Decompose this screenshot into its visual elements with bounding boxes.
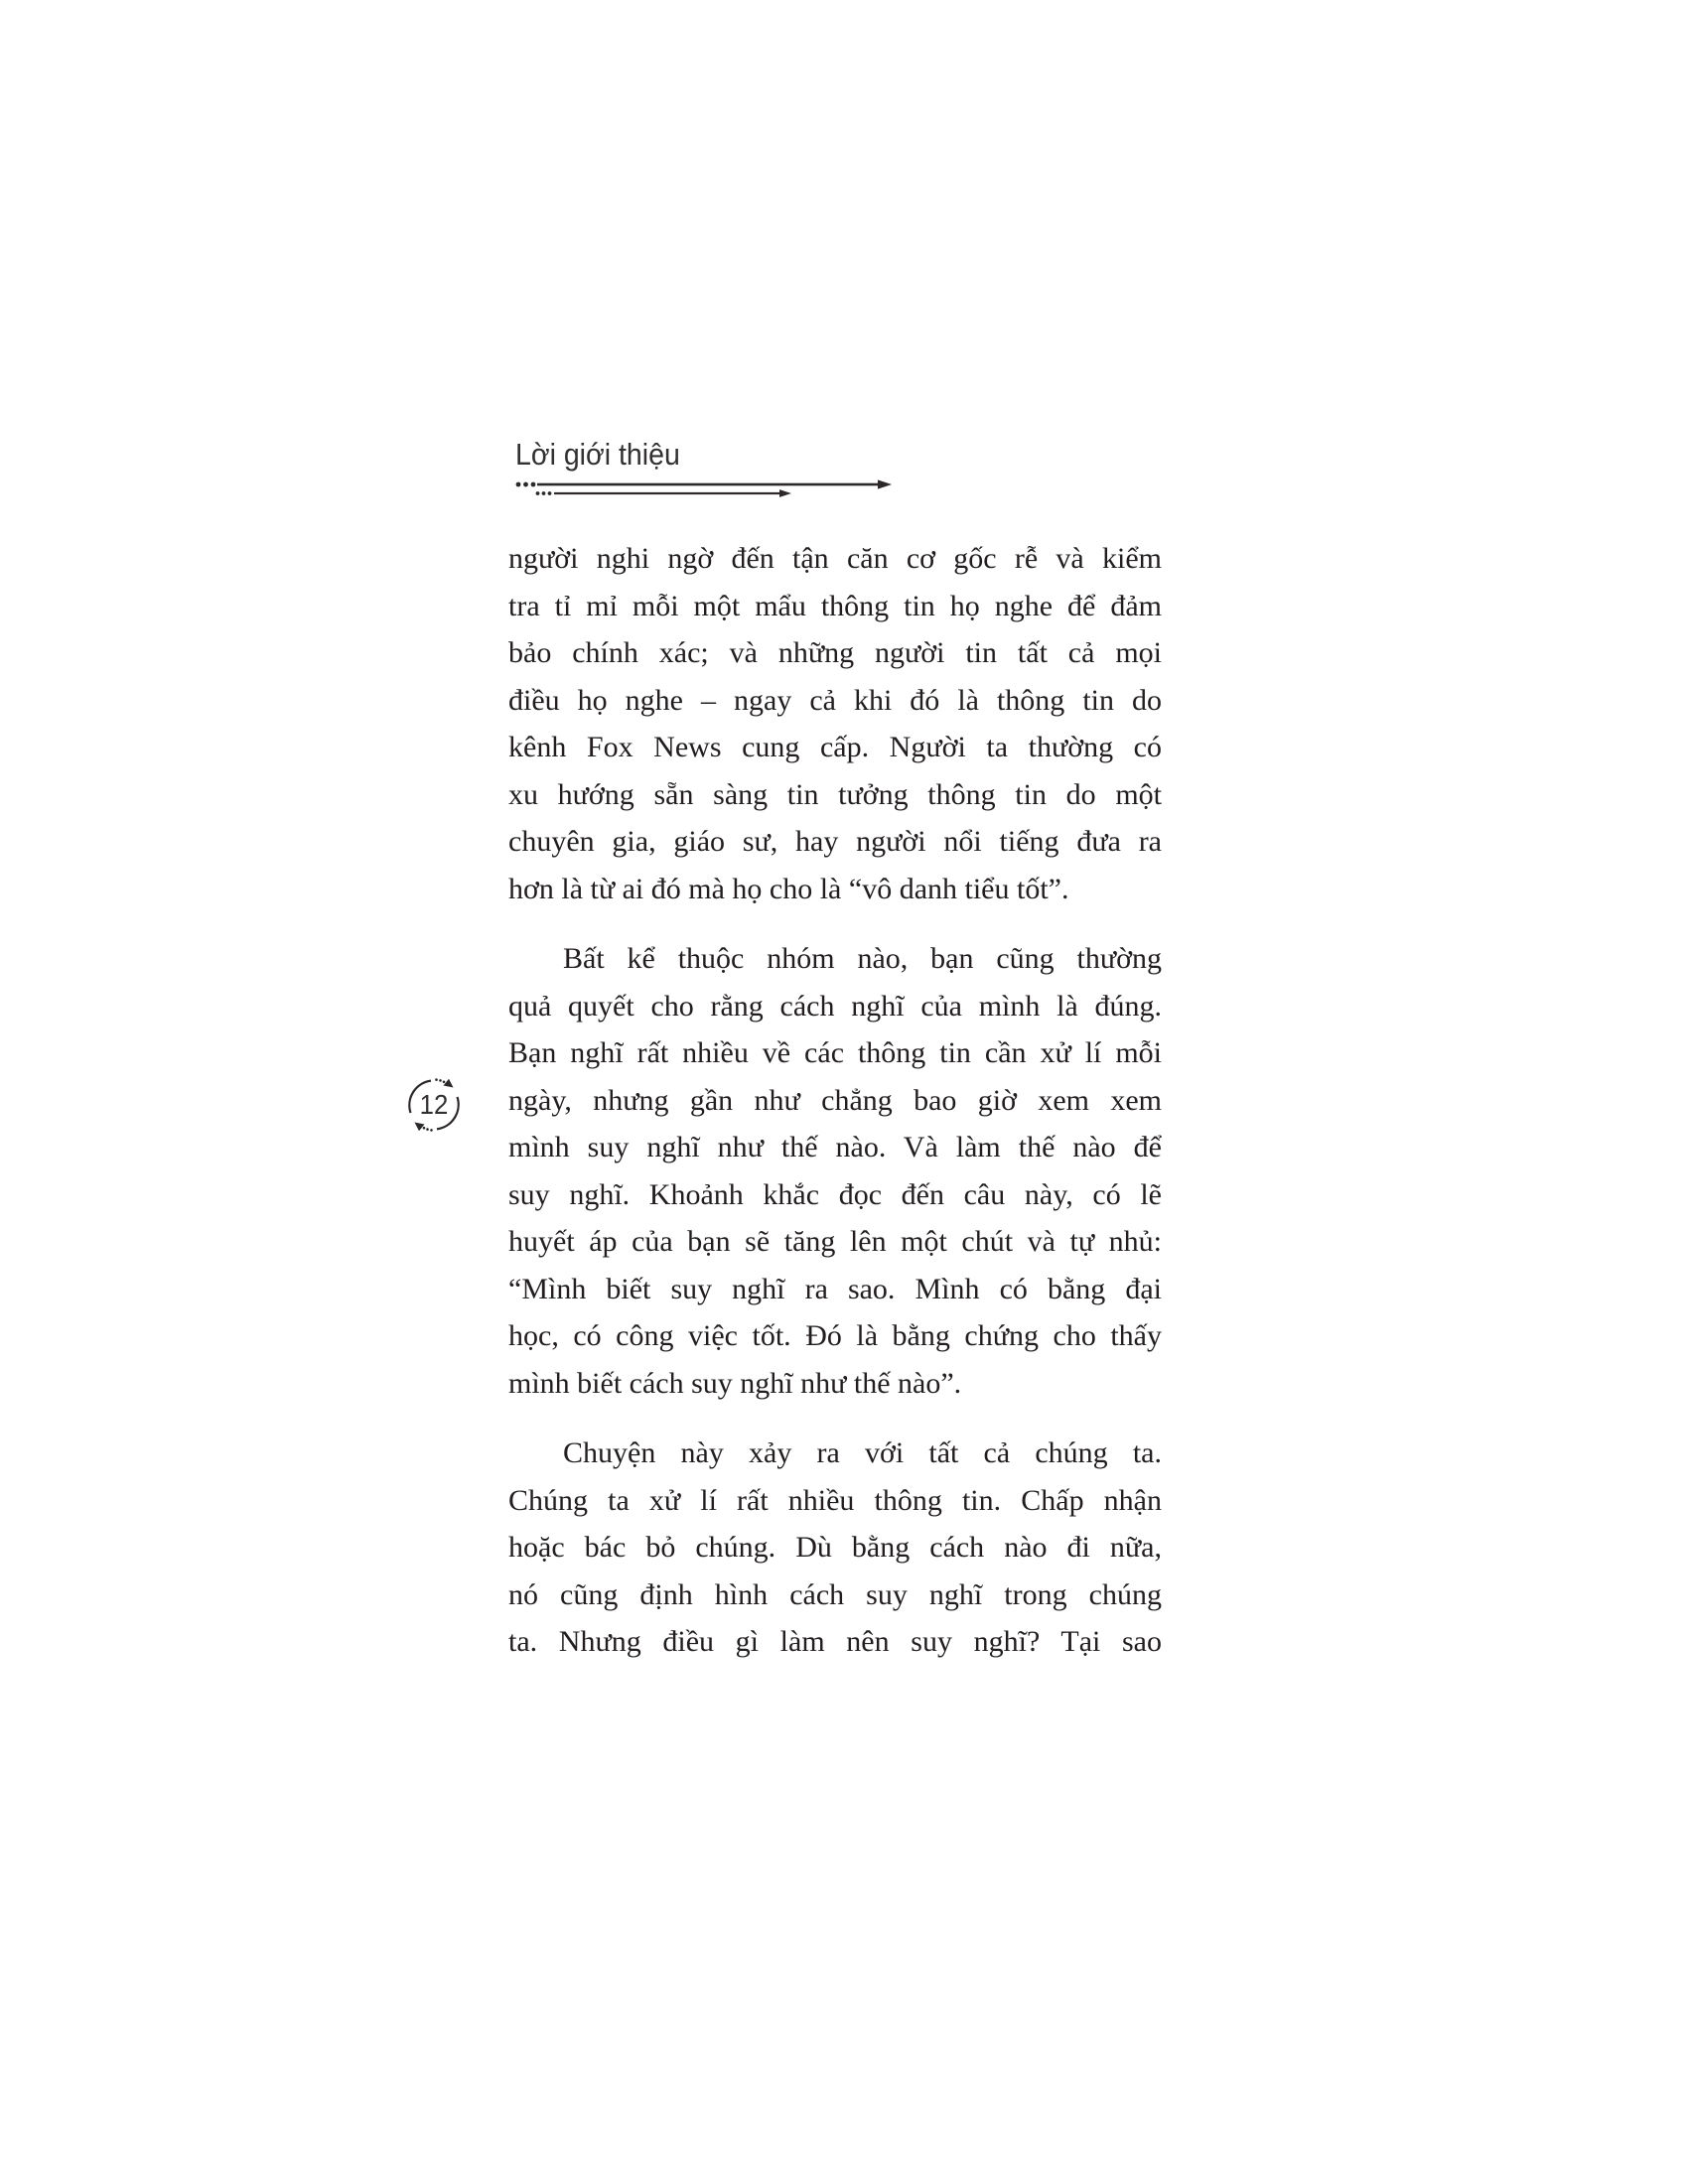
text-line: xu hướng sẵn sàng tin tưởng thông tin do một xyxy=(508,777,1162,811)
text-line: ta. Nhưng điều gì làm nên suy nghĩ? Tại sao xyxy=(508,1625,1162,1658)
text-line: điều họ nghe – ngay cả khi đó là thông tin do xyxy=(508,683,1162,717)
text-line: người nghi ngờ đến tận căn cơ gốc rễ và kiểm xyxy=(508,542,1162,575)
text-line: Bất kể thuộc nhóm nào, bạn cũng thường xyxy=(563,942,1162,975)
text-line: chuyên gia, giáo sư, hay người nổi tiếng đưa ra xyxy=(508,825,1162,858)
body-text xyxy=(508,535,1162,1666)
text-line: ngày, nhưng gần như chẳng bao giờ xem xem xyxy=(508,1083,1162,1117)
text-line: bảo chính xác; và những người tin tất cả mọi xyxy=(508,636,1162,669)
text-line: kênh Fox News cung cấp. Người ta thường có xyxy=(508,731,1162,763)
page-number: 12 xyxy=(419,1089,449,1120)
text-line: mình suy nghĩ như thế nào. Và làm thế nào để xyxy=(508,1131,1162,1163)
text-line: hoặc bác bỏ chúng. Dù bằng cách nào đi nữa, xyxy=(508,1531,1162,1564)
text-line: hơn là từ ai đó mà họ cho là “vô danh tiểu tốt”. xyxy=(508,872,1069,905)
text-line: mình biết cách suy nghĩ như thế nào”. xyxy=(508,1366,962,1400)
paragraph xyxy=(508,1430,1162,1666)
arrow-row-bottom xyxy=(536,489,791,497)
text-line: quả quyết cho rằng cách nghĩ của mình là đúng. xyxy=(508,989,1162,1023)
text-line: Chúng ta xử lí rất nhiều thông tin. Chấp nhận xyxy=(508,1483,1162,1517)
text-line: học, có công việc tốt. Đó là bằng chứng cho thấy xyxy=(508,1319,1162,1352)
text-line: tra tỉ mỉ mỗi một mẩu thông tin họ nghe để đảm xyxy=(508,589,1162,622)
text-line: Chuyện này xảy ra với tất cả chúng ta. xyxy=(563,1436,1162,1469)
page-number-badge xyxy=(405,1076,463,1134)
text-line: suy nghĩ. Khoảnh khắc đọc đến câu này, có lẽ xyxy=(508,1177,1162,1211)
text-line: huyết áp của bạn sẽ tăng lên một chút và tự nhủ: xyxy=(508,1225,1162,1258)
text-line: Bạn nghĩ rất nhiều về các thông tin cần xử lí mỗi xyxy=(508,1036,1162,1069)
text-line: “Mình biết suy nghĩ ra sao. Mình có bằng đại xyxy=(508,1272,1162,1305)
paragraph xyxy=(508,535,1162,912)
arrow-row-top xyxy=(516,479,892,488)
double-arrow-underline-icon xyxy=(514,477,907,500)
text-line: nó cũng định hình cách suy nghĩ trong chúng xyxy=(508,1577,1162,1611)
running-header-title: Lời giới thiệu xyxy=(515,437,680,472)
paragraph xyxy=(508,935,1162,1407)
